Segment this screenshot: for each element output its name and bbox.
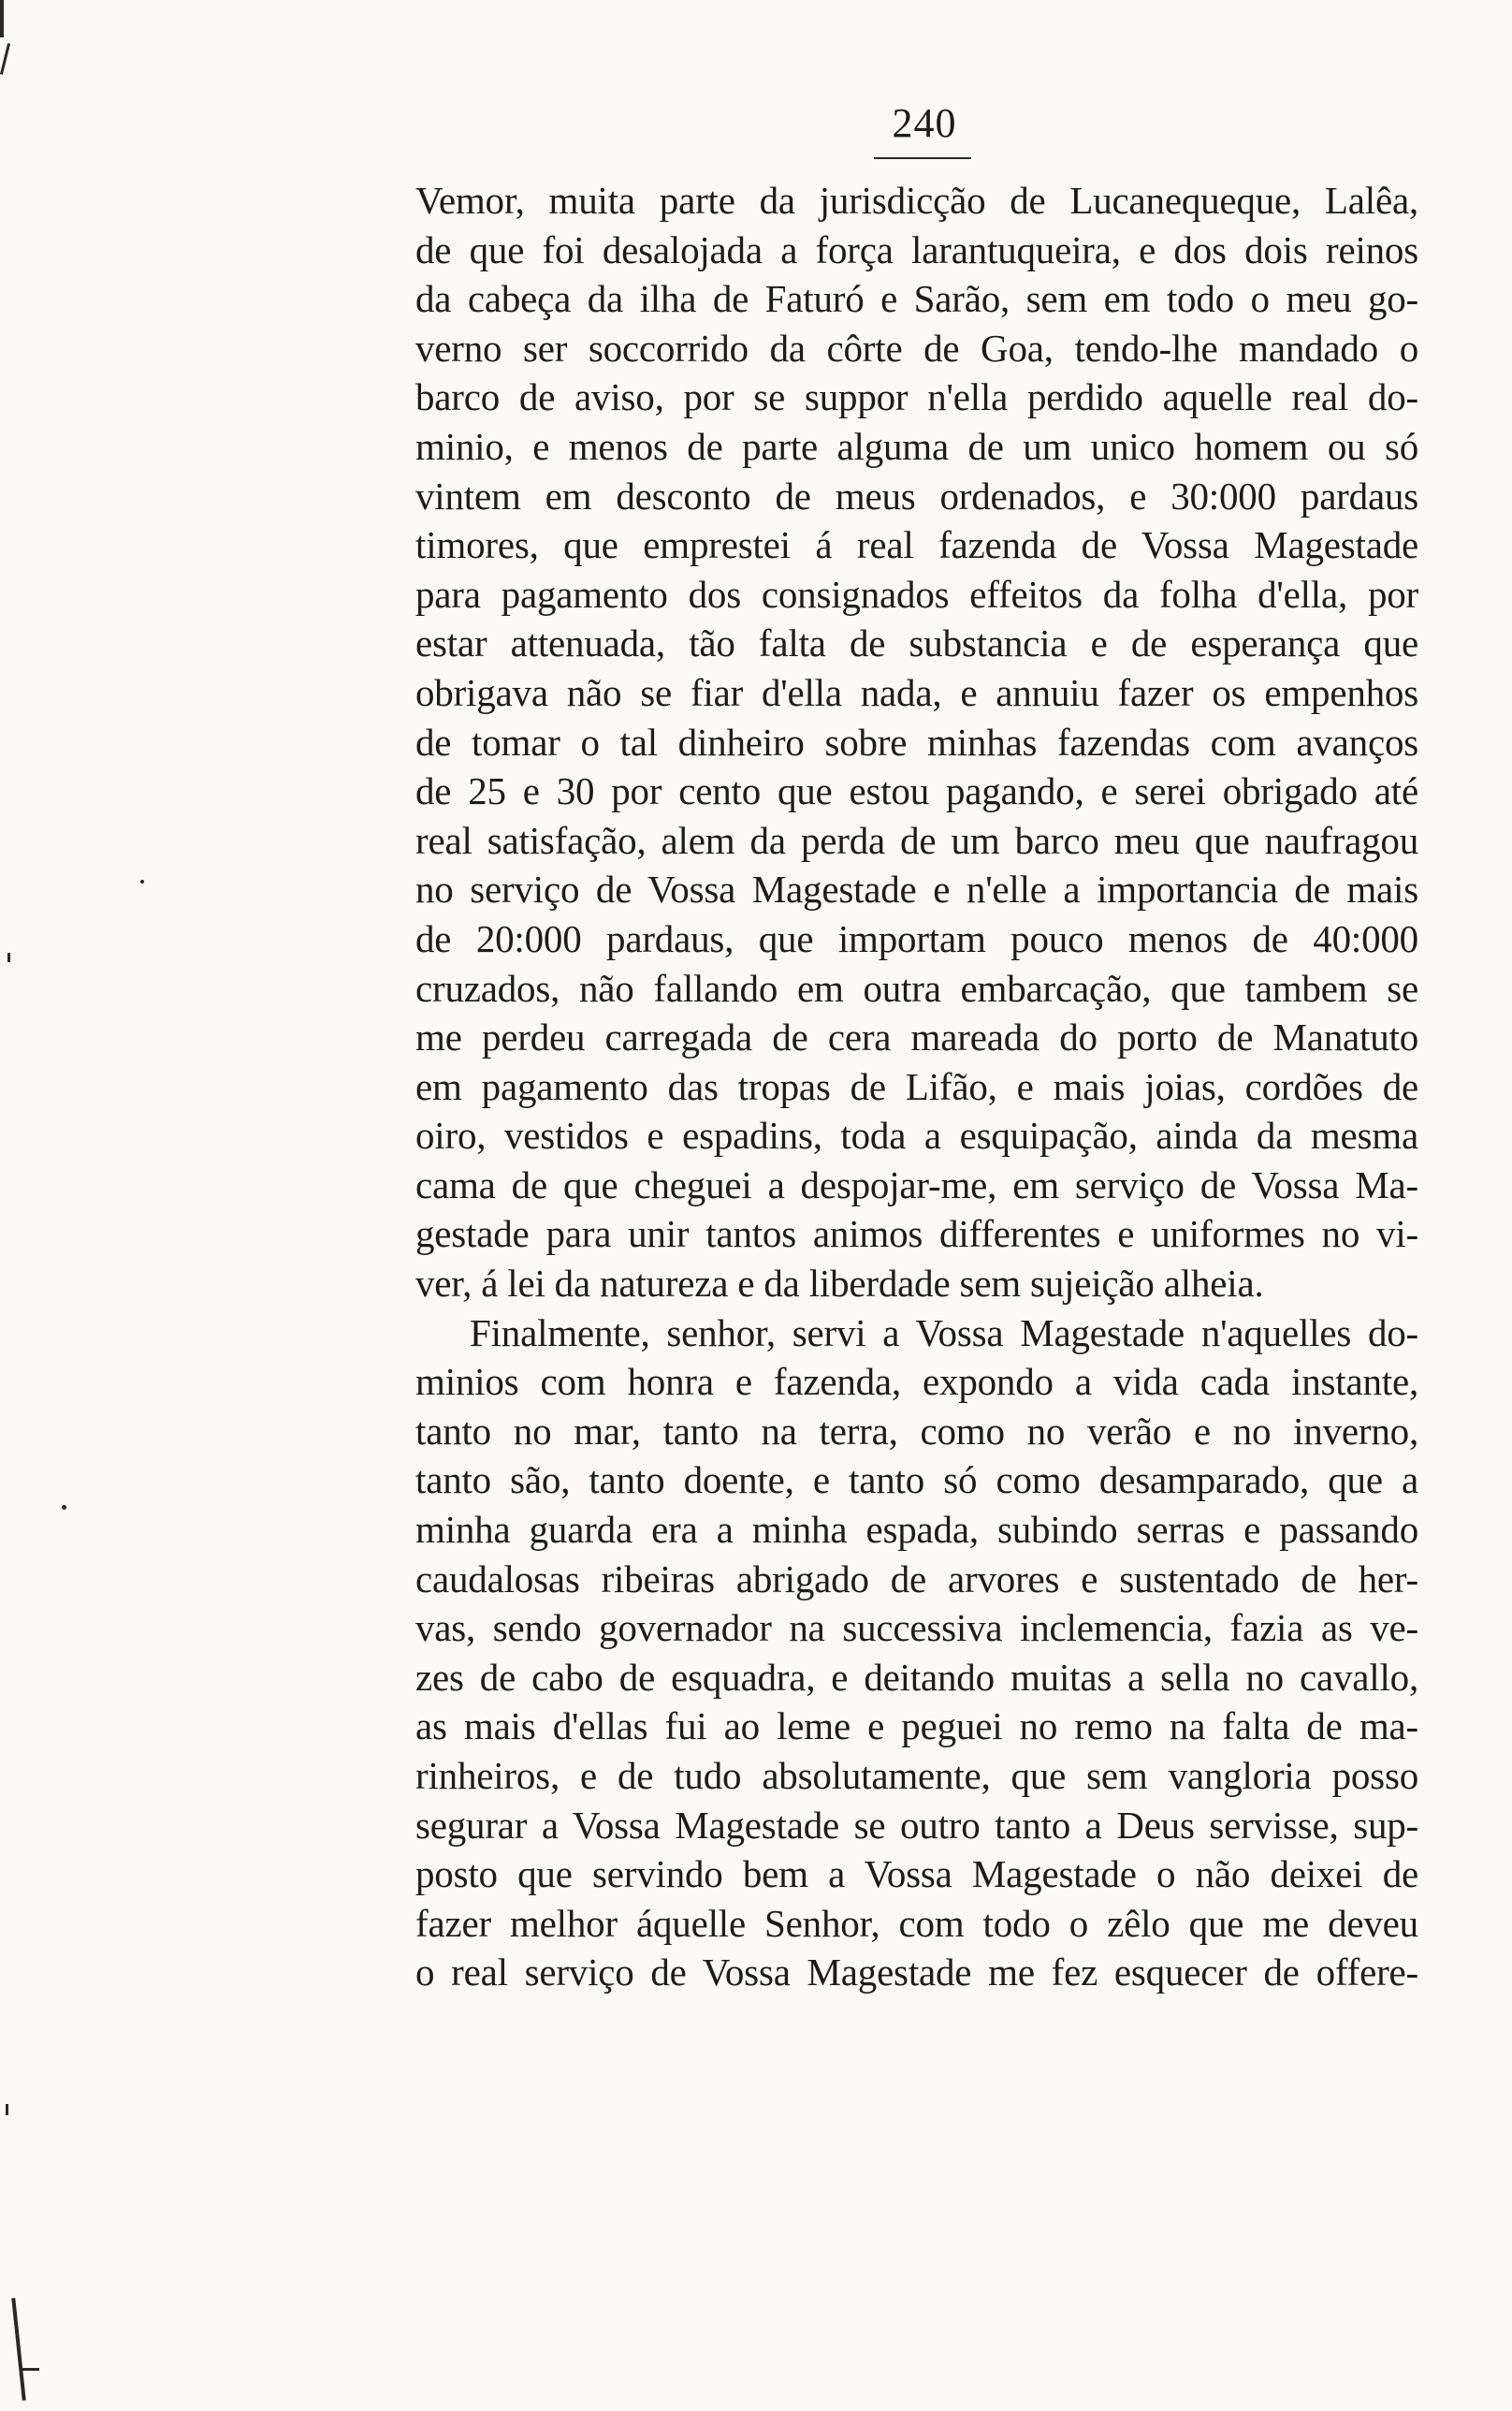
text-line: o real serviço de Vossa Magestade me fez esquecer de offere- <box>415 1951 1418 1995</box>
text-line: oiro, vestidos e espadins, toda a esquipação, ainda da mesma <box>415 1114 1418 1158</box>
paragraph <box>415 1308 1418 1997</box>
text-line: de que foi desalojada a força larantuqueira, e dos dois reinos <box>415 227 1418 271</box>
scan-speck <box>140 880 144 884</box>
text-line: tanto no mar, tanto na terra, como no verão e no inverno, <box>415 1409 1418 1453</box>
text-line: as mais d'ellas fui ao leme e peguei no remo na falta de ma- <box>415 1704 1418 1748</box>
scan-edge-mark-top-2 <box>0 43 10 75</box>
text-line: de 20:000 pardaus, que importam pouco menos de 40:000 <box>415 916 1418 960</box>
text-line: minha guarda era a minha espada, subindo serras e passando <box>415 1508 1418 1552</box>
scan-edge-mark-top <box>0 0 4 37</box>
text-line: caudalosas ribeiras abrigado de arvores e sustentado de her- <box>415 1556 1418 1600</box>
text-line: real satisfação, alem da perda de um barco meu que naufragou <box>415 818 1418 862</box>
text-line: em pagamento das tropas de Lifão, e mais joias, cordões de <box>415 1064 1418 1108</box>
text-line: de tomar o tal dinheiro sobre minhas fazendas com avanços <box>415 720 1418 764</box>
text-line: minios com honra e fazenda, expondo a vida cada instante, <box>415 1360 1418 1404</box>
text-line: verno ser soccorrido da côrte de Goa, tendo-lhe mandado o <box>415 326 1418 370</box>
text-line: ver, á lei da natureza e da liberdade sem sujeição alheia. <box>415 1262 1264 1306</box>
text-line: da cabeça da ilha de Faturó e Sarão, sem em todo o meu go- <box>415 277 1418 321</box>
text-line: timores, que emprestei á real fazenda de Vossa Magestade <box>415 523 1418 567</box>
text-line: Finalmente, senhor, servi a Vossa Magestade n'aquelles do- <box>470 1310 1418 1354</box>
text-line: segurar a Vossa Magestade se outro tanto a Deus servisse, sup- <box>415 1803 1418 1847</box>
text-line: estar attenuada, tão falta de substancia e de esperança que <box>415 621 1418 665</box>
text-line: vintem em desconto de meus ordenados, e 30:000 pardaus <box>415 474 1418 518</box>
paragraph <box>415 176 1418 1308</box>
text-line: minio, e menos de parte alguma de um unico homem ou só <box>415 424 1418 468</box>
text-line: rinheiros, e de tudo absolutamente, que sem vangloria posso <box>415 1754 1418 1797</box>
text-line: cruzados, não fallando em outra embarcação, que tambem se <box>415 966 1418 1010</box>
text-line: cama de que cheguei a despojar-me, em serviço de Vossa Ma- <box>415 1162 1418 1206</box>
text-line: fazer melhor áquelle Senhor, com todo o zêlo que me deveu <box>415 1901 1418 1945</box>
text-line: zes de cabo de esquadra, e deitando muitas a sella no cavallo, <box>415 1655 1418 1699</box>
text-line: vas, sendo governador na successiva inclemencia, fazia as ve- <box>415 1606 1418 1650</box>
text-line: obrigava não se fiar d'ella nada, e annuiu fazer os empenhos <box>415 670 1418 714</box>
body-text <box>415 176 1418 1997</box>
page-number: 240 <box>892 100 957 146</box>
text-line: para pagamento dos consignados effeitos da folha d'ella, por <box>415 572 1418 616</box>
text-line: tanto são, tanto doente, e tanto só como desamparado, que a <box>415 1458 1418 1502</box>
page-number-rule <box>874 157 971 159</box>
scan-speck <box>62 1505 66 1510</box>
text-line: de 25 e 30 por cento que estou pagando, e serei obrigado até <box>415 769 1418 813</box>
text-line: me perdeu carregada de cera mareada do porto de Manatuto <box>415 1016 1418 1059</box>
text-line: barco de aviso, por se suppor n'ella perdido aquelle real do- <box>415 375 1418 419</box>
scan-edge-mark-bottom <box>11 2298 25 2401</box>
text-line: posto que servindo bem a Vossa Magestade o não deixei de <box>415 1852 1418 1896</box>
text-line: no serviço de Vossa Magestade e n'elle a importancia de mais <box>415 868 1418 912</box>
scan-speck <box>6 2104 8 2115</box>
scan-speck <box>7 953 10 962</box>
text-line: gestade para unir tantos animos differentes e uniformes no vi- <box>415 1212 1418 1256</box>
text-line: Vemor, muita parte da jurisdicção de Lucanequeque, Lalêa, <box>415 179 1418 222</box>
scan-edge-mark-bottom-2 <box>22 2368 39 2371</box>
